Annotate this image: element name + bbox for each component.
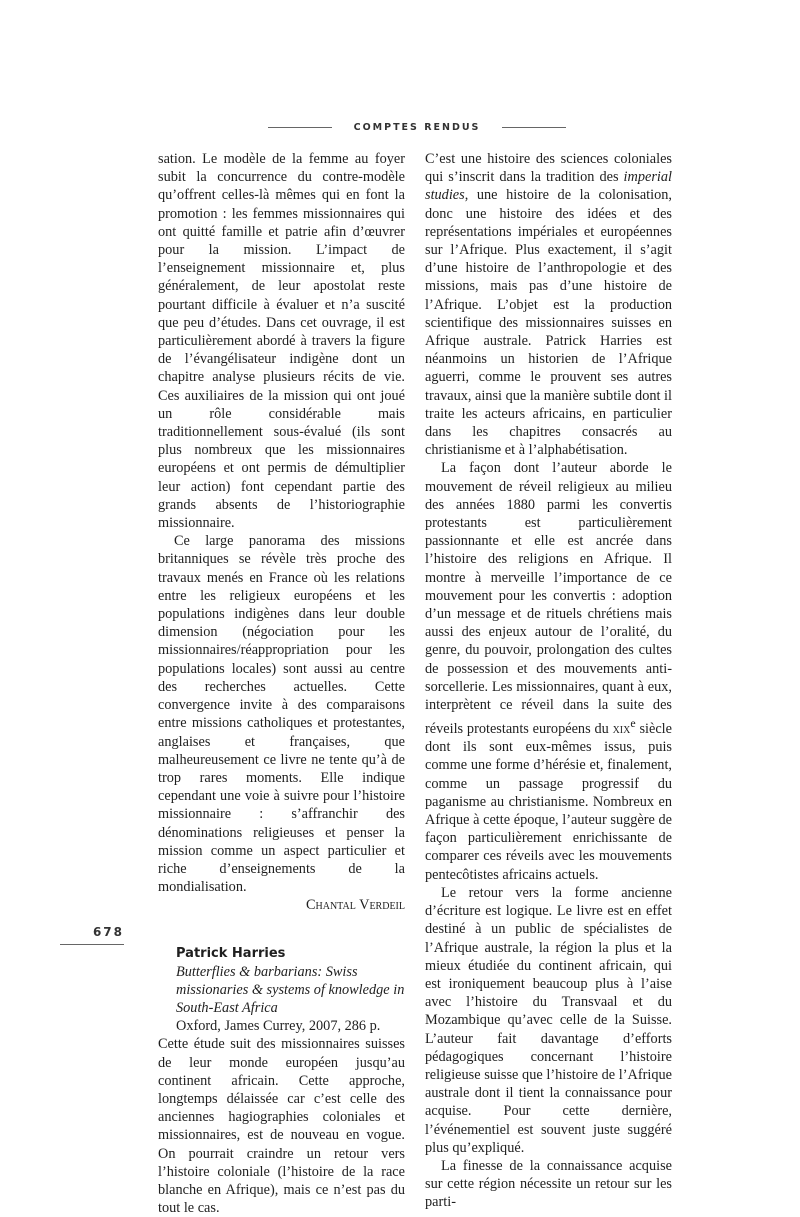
paragraph: Le retour vers la forme ancienne d’écriture est logique. Le livre est en effet destiné à un public de spécialistes de l’Afrique australe, la région la plus et la mieux étudiée du continent africain, qui est ironiquement beaucoup plus à l’aise avec l’histoire du Transvaal et du Mozambique qu’avec celle de la Suisse. L’auteur fait davantage d’efforts pédagogiques concernant l’histoire religieuse suisse que l’histoire de l’Afrique australe dont il tient la connaissance pour acquise. Pour cette dernière, l’événementiel est souvent juste suggéré plus qu’expliqué. xyxy=(425,884,672,1156)
header-rule-left xyxy=(268,127,332,128)
page-number-rule xyxy=(60,944,124,945)
running-header xyxy=(268,122,566,133)
running-header-title: COMPTES RENDUS xyxy=(353,122,481,133)
review-publisher: Oxford, James Currey, 2007, 286 p. xyxy=(176,1018,381,1035)
text-run: C’est une histoire des sciences coloniales qui s’inscrit dans la tradition des xyxy=(425,151,672,186)
page-number: 678 xyxy=(92,925,124,939)
century-numeral: xix xyxy=(612,721,631,738)
paragraph: sation. Le modèle de la femme au foyer subit la concurrence du contre-modèle qu’offrent celles-là mêmes qui en font la promotion : les femmes missionnaires qui ont quitté famille et patrie afin d’œuvrer pour la mission. L’impact de l’enseignement missionnaire et, plus généralement, de leur apostolat reste pourtant difficile à évaluer et n’a suscité que peu d’études. Dans cet ouvrage, il est particulièrement abordé à travers la figure de l’évangélisateur indigène dont un chapitre analyse plusieurs récits de vie. Ces auxiliaires de la mission qui ont joué un rôle considérable mais traditionnellement sous-évalué (ils sont plus nombreux que les missionnaires européens et ont permis de démultiplier leur action) font cependant partie des grands absents de l’historiographie missionnaire. xyxy=(158,151,405,532)
paragraph xyxy=(425,150,672,459)
italic-term: imperial studies xyxy=(425,169,672,204)
paragraph xyxy=(425,459,672,883)
right-column xyxy=(425,150,672,1212)
text-run: siècle dont ils sont eux-mêmes issus, puis comme une forme d’hérésie et, finalement, comme un passage progressif du paganisme au christianisme. Nombreux en Afrique à cette époque, l’auteur suggère de façon particulièrement enrichissante de comparer ces réveils avec les mouvements pentecôtistes africains actuels. xyxy=(425,721,672,883)
paragraph: Cette étude suit des missionnaires suisses de leur monde européen jusqu’au continent africain. Cette approche, longtemps délaissée car c’est celle des anciennes hagiographies coloniales et missionnaires, est de nouveau en vogue. On pourrait craindre un retour vers l’histoire coloniale (l’histoire de la race blanche en Afrique), mais ce n’est pas du tout le cas. xyxy=(158,1036,405,1217)
century-superscript: e xyxy=(630,716,636,731)
paragraph: Ce large panorama des missions britanniques se révèle très proche des travaux menés en France où les relations entre les religieux européens et les populations indigènes dans leur double dimension (négociation pour les missionnaires/réappropriation pour les populations locales) sont aussi au centre des recherches actuelles. Cette convergence invite à des comparaisons entre missions catholiques et protestantes, anglaises et françaises, que malheureusement ce livre ne tente qu’à de trop rares moments. Elle indique cependant une voie à suivre pour l’histoire missionnaire : s’affranchir des dénominations religieuses et penser la mission comme un aspect particulier et riche d’enseignements de la mondialisation. xyxy=(158,533,405,896)
paragraph: La finesse de la connaissance acquise sur cette région nécessite un retour sur les parti- xyxy=(425,1157,672,1211)
review-signature: Chantal Verdeil xyxy=(305,897,405,914)
text-run: , une histoire de la colonisation, donc une histoire des idées et des représentations impériales et européennes sur l’Afrique. Plus exactement, il s’agit d’une histoire de l’anthropologie et des missions, mais pas d’une histoire de l’Afrique. L’objet est la production scientifique des missionnaires suisses en Afrique australe. Patrick Harries est néanmoins un historien de l’Afrique aguerri, comme le prouvent ses autres travaux, ainsi que la manière subtile dont il traite les acteurs africains, en particulier dans les chapitres consacrés au christianisme et à l’alphabétisation. xyxy=(425,187,672,459)
header-rule-right xyxy=(502,127,566,128)
review-book-title: Butterflies & barbarians: Swiss missionaries & systems of knowledge in South-East Africa xyxy=(176,963,405,1016)
review-heading xyxy=(176,945,405,1036)
review-author: Patrick Harries xyxy=(176,945,286,961)
text-run: La façon dont l’auteur aborde le mouvement de réveil religieux au milieu des années 1880 parmi les convertis protestants est particulièrement passionnante et elle est ancrée dans l’histoire des religions en Afrique. Il montre à merveille l’importance de ce mouvement pour les convertis : adoption d’un message et de rituels chrétiens mais aussi des enjeux autour de l’oralité, du genre, du pouvoir, prolongation des cultes de possession et des mouvements anti-sorcellerie. Les missionnaires, quant à eux, interprètent ce réveil dans la suite des réveils protestants européens du xyxy=(425,460,672,738)
left-column xyxy=(158,150,405,1217)
